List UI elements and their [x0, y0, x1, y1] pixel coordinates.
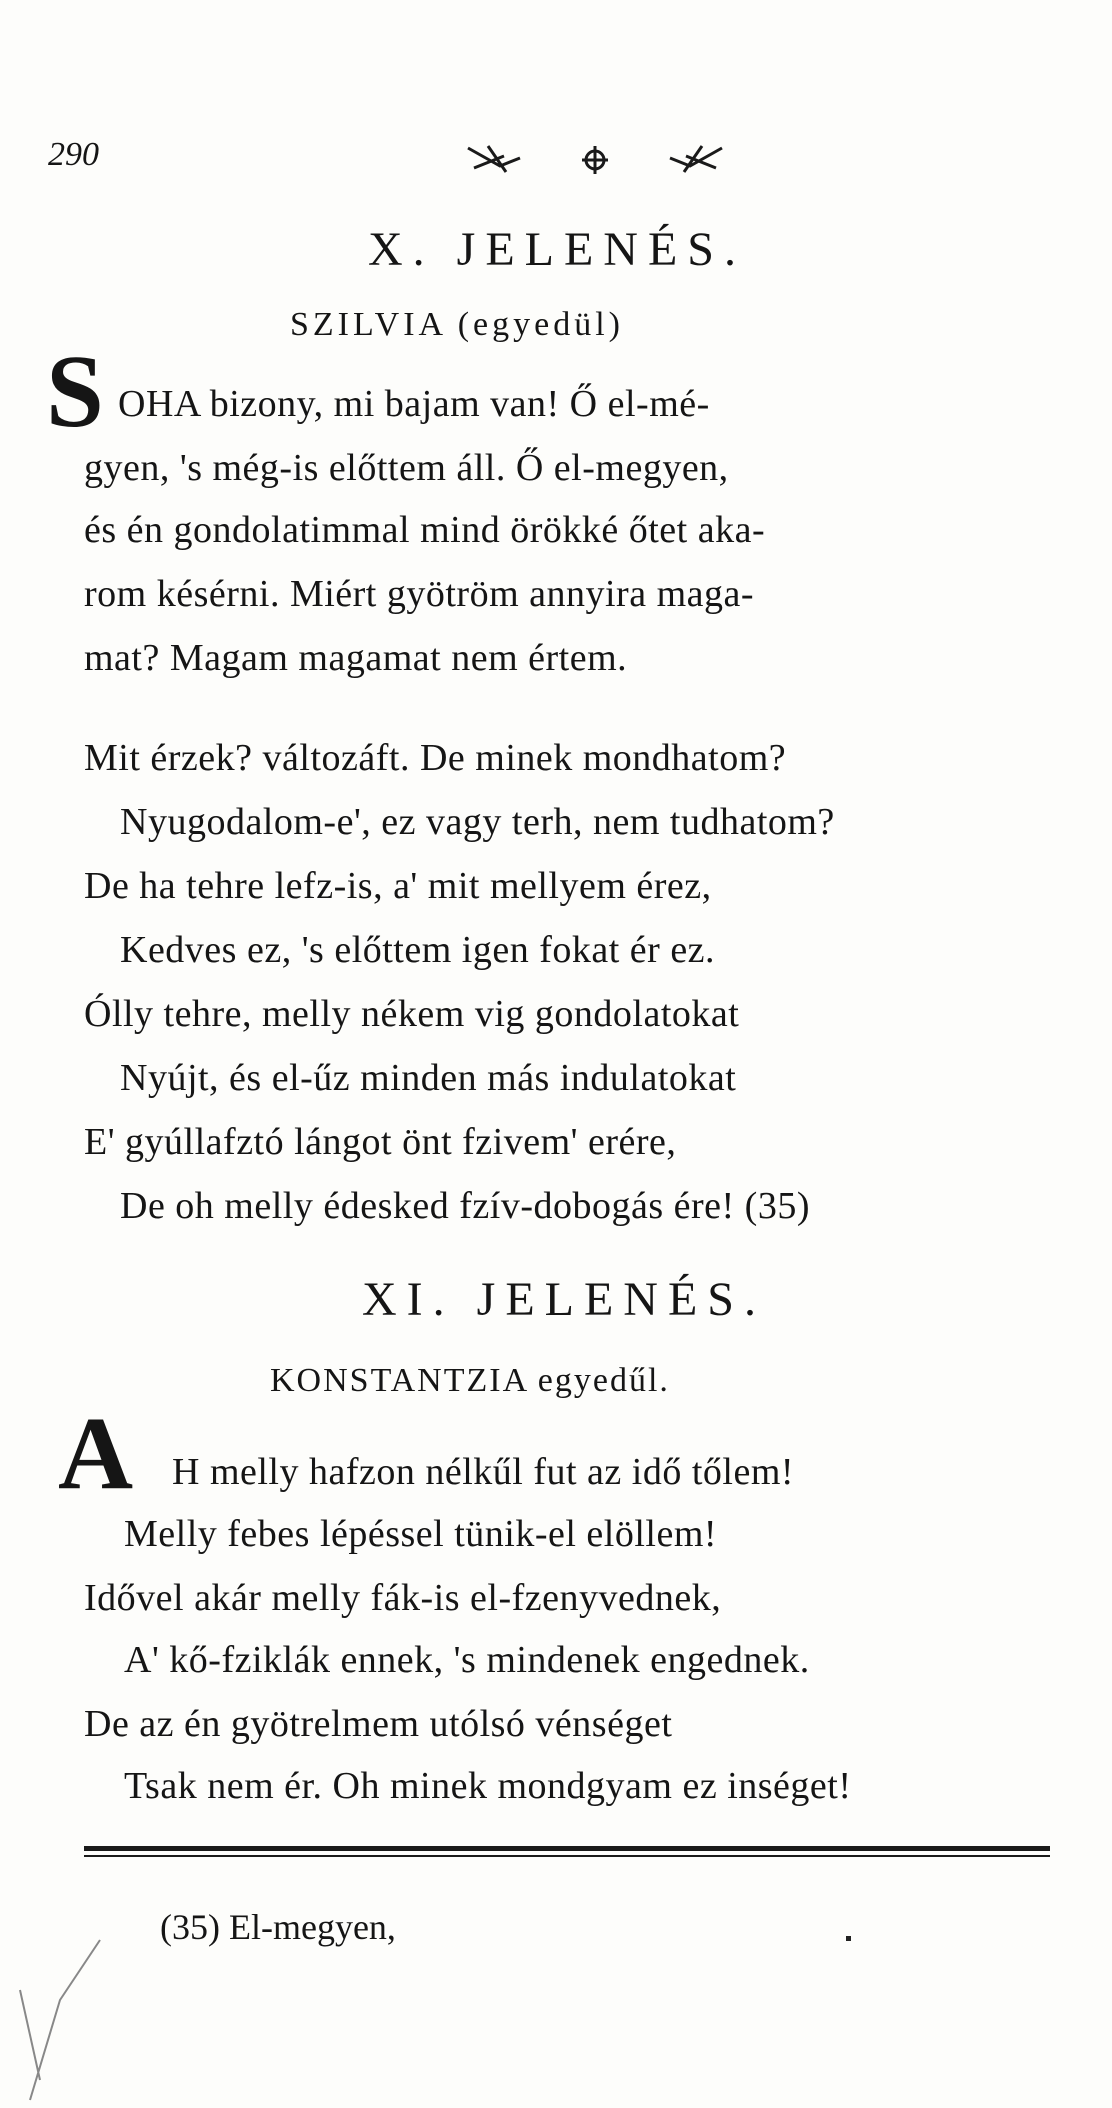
- character-line-konstantzia: KONSTANTZIA egyedűl.: [270, 1362, 670, 1399]
- verse-line: De ha tehre lefz-is, a' mit mellyem érez,: [84, 865, 712, 907]
- character-line-szilvia: SZILVIA (egyedül): [290, 306, 624, 343]
- verse-line: Melly febes lépéssel tünik-el elöllem!: [124, 1513, 718, 1555]
- scene-heading-x: X. JELENÉS.: [368, 223, 746, 276]
- verse-line: Nyugodalom-e', ez vagy terh, nem tudhatom?: [120, 801, 835, 843]
- verse-line: Nyújt, és el-űz minden más indulatokat: [120, 1057, 737, 1099]
- verse-line: De az én gyötrelmem utólsó vénséget: [84, 1703, 673, 1745]
- scene-heading-xi: XI. JELENÉS.: [362, 1273, 766, 1326]
- prose-line: mat? Magam magamat nem értem.: [84, 637, 628, 679]
- dropcap-a: A: [58, 1396, 134, 1511]
- footnote: (35) El-megyen,: [160, 1907, 396, 1947]
- verse-line: Mit érzek? változáft. De minek mondhatom?: [84, 737, 787, 779]
- ornament-flourish-icon: [460, 138, 730, 184]
- dropcap-s: S: [46, 334, 104, 449]
- page-number: 290: [48, 136, 99, 173]
- verse-line: A' kő-fziklák ennek, 's mindenek engednek.: [124, 1639, 810, 1681]
- print-speck: [846, 1936, 851, 1941]
- prose-line: és én gondolatimmal mind örökké őtet aka-: [84, 509, 766, 551]
- verse-line: Ólly tehre, melly nékem vig gondolatokat: [84, 993, 740, 1035]
- verse-line: Idővel akár melly fák-is el-fzenyvednek,: [84, 1577, 722, 1619]
- verse-line: Kedves ez, 's előttem igen fokat ér ez.: [120, 929, 716, 971]
- verse-line: De oh melly édesked fzív-dobogás ére! (35): [120, 1185, 810, 1227]
- prose-line: rom késérni. Miért gyötröm annyira maga-: [84, 573, 755, 615]
- prose-line: gyen, 's még-is előttem áll. Ő el-megyen,: [84, 447, 729, 489]
- verse-line: H melly hafzon nélkűl fut az idő tőlem!: [172, 1451, 795, 1493]
- verse-line: Tsak nem ér. Oh minek mondgyam ez inséget!: [124, 1765, 852, 1807]
- verse-line: E' gyúllafztó lángot önt fzivem' erére,: [84, 1121, 677, 1163]
- footnote-rule-thin: [84, 1855, 1050, 1857]
- footnote-rule: [84, 1846, 1050, 1851]
- paper-crease-mark: [0, 1880, 150, 2108]
- prose-line: OHA bizony, mi bajam van! Ő el-mé-: [118, 383, 710, 425]
